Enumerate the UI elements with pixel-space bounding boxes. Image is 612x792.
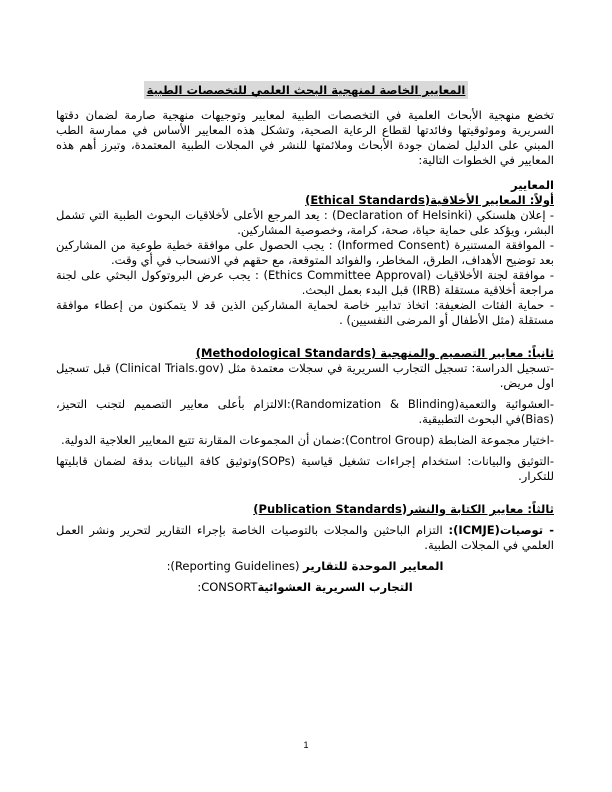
icmje-recommendation [56, 523, 554, 553]
list-item: -اختيار مجموعة الضابطة (Control Group):ضمان أن المجموعات المقارنة تتبع المعايير العلاجية الدولية. [60, 433, 554, 447]
consort-line [56, 580, 554, 595]
consort-label: التجارب السريرية العشوائية [257, 580, 413, 594]
document-title: المعايير الخاصة لمنهجية البحث العلمي للتخصصات الطبية [144, 81, 469, 99]
list-item: - حماية الفئات الضعيفة: اتخاذ تدابير خاصة لحماية المشاركين الذين قد لا يتمكنون من إعطاء موافقة مستقلة (مثل الأطفال أو المرضى النفسيين) . [56, 298, 554, 327]
list-item: - موافقة لجنة الأخلاقيات (Ethics Committee Approval) : يجب عرض البروتوكول البحثي على لجنة مراجعة أخلاقية مستقلة (IRB) قبل البدء بعمل البحث. [56, 268, 554, 297]
consort-text: CONSORT: [197, 580, 258, 594]
page-number: 1 [303, 740, 309, 750]
list-item: -تسجيل الدراسة: تسجيل التجارب السريرية في سجلات معتمدة مثل (Clinical Trials.gov) قبل تسجيل اول مريض. [56, 361, 554, 390]
document-title-wrapper [0, 79, 612, 98]
ethical-standards-heading: أولاً: المعايير الأخلاقية(Ethical Standards) [305, 193, 554, 207]
list-item: -العشوائية والتعمية(Randomization & Blinding):الالتزام بأعلى معايير التصميم لتجنب التحيز، (Bias)في البحوث التطبيقية. [56, 397, 554, 426]
list-item: -التوثيق والبيانات: استخدام إجراءات تشغيل قياسية (SOPs)وتوثيق كافة البيانات بدقة لضمان قابليتها للتكرار. [56, 454, 555, 483]
icmje-text: التزام الباحثين والمجلات بالتوصيات الخاصة بإجراء التقارير لتحرير ونشر العمل العلمي في المجلات الطبية. [56, 523, 554, 552]
publication-standards-heading: ثالثاً: معايير الكتابة والنشر(Publication Standards) [253, 502, 554, 516]
reporting-guidelines-line [56, 559, 554, 574]
intro-paragraph: تخضع منهجية الأبحاث العلمية في التخصصات الطبية لمعايير وتوجيهات منهجية صارمة لضمان دقتها السريرية وموثوقيتها وفائدتها لقطاع الرعاية الصحية، وتشكل هذه المعايير الأساس في ممارسة الطب المبني على الدليل لضمان جودة الأبحاث وملائمتها للنشر في المجلات الطبية المعتمدة، وتبرز أهم هذه المعايير في الخطوات التالية: [56, 108, 554, 167]
list-item: - الموافقة المستنيرة (Informed Consent) : يجب الحصول على موافقة خطية طوعية من المشاركين بعد توضيح الأهداف، الطرق، المخاطر، والفوائد المتوقعة، مع حقهم في الانسحاب في أي وقت. [56, 238, 554, 267]
document-body [56, 108, 554, 595]
list-item: - إعلان هلسنكي (Declaration of Helsinki) : يعد المرجع الأعلى لأخلاقيات البحوث الطبية التي تشمل البشر، ويؤكد على حماية حياة، صحة، كرامة، وخصوصية المشاركين. [56, 208, 554, 237]
icmje-label: - توصيات(ICMJE): [448, 523, 554, 537]
section-label: المعايير [511, 178, 554, 192]
methodological-standards-heading: ثانياً: معايير التصميم والمنهجية (Methodological Standards) [195, 346, 554, 360]
reporting-guidelines-text: (Reporting Guidelines): [166, 559, 304, 573]
reporting-guidelines-label: المعايير الموحدة للتقارير [303, 559, 444, 573]
